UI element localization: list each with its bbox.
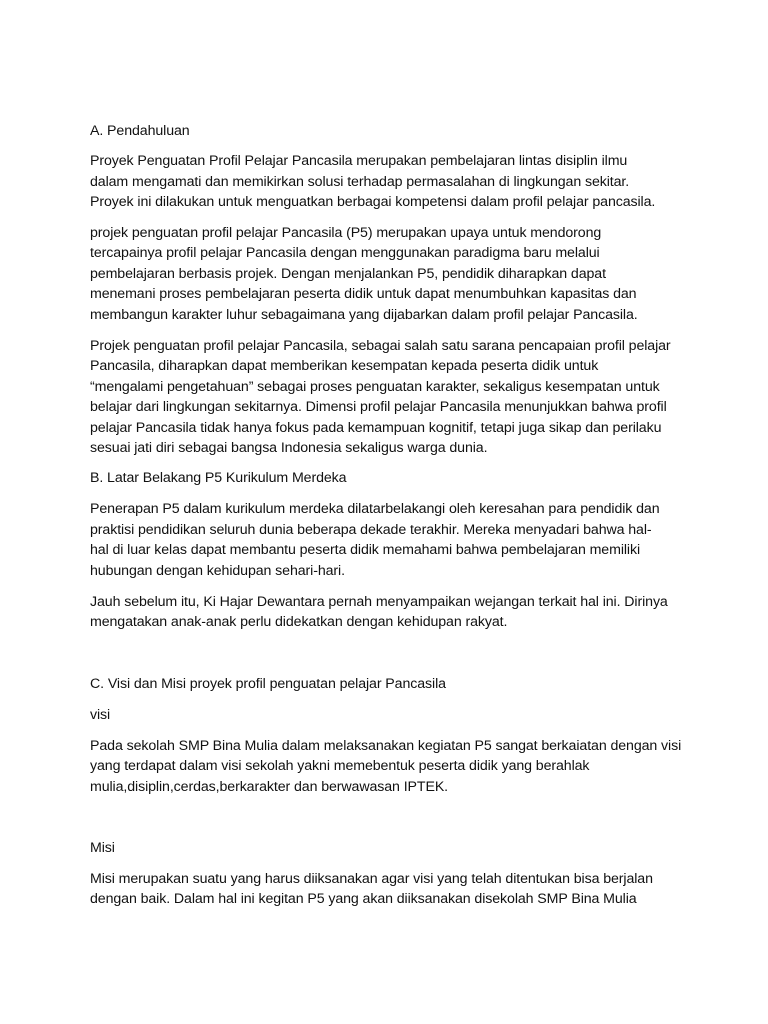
paragraph-line: Penerapan P5 dalam kurikulum merdeka dilatarbelakangi oleh keresahan para pendidik dan xyxy=(90,501,660,517)
paragraph-line: tercapainya profil pelajar Pancasila dengan menggunakan paradigma baru melalui xyxy=(90,245,600,261)
paragraph-line: yang terdapat dalam visi sekolah yakni memebentuk peserta didik yang berahlak xyxy=(90,758,590,774)
section-c-heading: C. Visi dan Misi proyek profil penguatan pelajar Pancasila xyxy=(90,676,446,692)
paragraph-line: membangun karakter luhur sebagaimana yang dijabarkan dalam profil pelajar Pancasila. xyxy=(90,307,638,323)
paragraph-line: Misi merupakan suatu yang harus diiksanakan agar visi yang telah ditentukan bisa berjalan xyxy=(90,871,653,887)
paragraph-line: dengan baik. Dalam hal ini kegitan P5 yang akan diiksanakan disekolah SMP Bina Mulia xyxy=(90,891,637,907)
paragraph-line: dalam mengamati dan memikirkan solusi terhadap permasalahan di lingkungan sekitar. xyxy=(90,174,630,190)
section-b-heading: B. Latar Belakang P5 Kurikulum Merdeka xyxy=(90,470,347,486)
paragraph-line: Pada sekolah SMP Bina Mulia dalam melaksanakan kegiatan P5 sangat berkaiatan dengan visi xyxy=(90,738,682,754)
paragraph-line: mengatakan anak-anak perlu didekatkan dengan kehidupan rakyat. xyxy=(90,614,508,630)
paragraph-line: Jauh sebelum itu, Ki Hajar Dewantara pernah menyampaikan wejangan terkait hal ini. Dirinya xyxy=(90,594,668,610)
paragraph-line: mulia,disiplin,cerdas,berkarakter dan berwawasan IPTEK. xyxy=(90,779,449,795)
paragraph-line: Proyek Penguatan Profil Pelajar Pancasila merupakan pembelajaran lintas disiplin ilmu xyxy=(90,153,628,169)
visi-heading: visi xyxy=(90,707,111,723)
paragraph-line: Projek penguatan profil pelajar Pancasila, sebagai salah satu sarana pencapaian profil pelajar xyxy=(90,338,671,354)
paragraph-line: menemani proses pembelajaran peserta didik untuk dapat menumbuhkan kapasitas dan xyxy=(90,286,637,302)
paragraph-line: hal di luar kelas dapat membantu peserta didik memahami bahwa pembelajaran memiliki xyxy=(90,542,641,558)
paragraph-line: projek penguatan profil pelajar Pancasila (P5) merupakan upaya untuk mendorong xyxy=(90,225,602,241)
paragraph-line: “mengalami pengetahuan” sebagai proses penguatan karakter, sekaligus kesempatan untuk xyxy=(90,379,660,395)
paragraph-line: Proyek ini dilakukan untuk menguatkan berbagai kompetensi dalam profil pelajar pancasila. xyxy=(90,194,656,210)
section-a-heading: A. Pendahuluan xyxy=(90,123,190,139)
paragraph-line: Pancasila, diharapkan dapat memberikan kesempatan kepada peserta didik untuk xyxy=(90,358,599,374)
paragraph-line: praktisi pendidikan seluruh dunia beberapa dekade terakhir. Mereka menyadari bahwa hal- xyxy=(90,522,652,538)
misi-heading: Misi xyxy=(90,840,115,856)
paragraph-line: hubungan dengan kehidupan sehari-hari. xyxy=(90,563,345,579)
paragraph-line: pembelajaran berbasis projek. Dengan menjalankan P5, pendidik diharapkan dapat xyxy=(90,266,606,282)
paragraph-line: pelajar Pancasila tidak hanya fokus pada kemampuan kognitif, tetapi juga sikap dan perilaku xyxy=(90,420,662,436)
paragraph-line: belajar dari lingkungan sekitarnya. Dimensi profil pelajar Pancasila menunjukkan bahwa profil xyxy=(90,399,667,415)
paragraph-line: sesuai jati diri sebagai bangsa Indonesia sekaligus warga dunia. xyxy=(90,440,488,456)
